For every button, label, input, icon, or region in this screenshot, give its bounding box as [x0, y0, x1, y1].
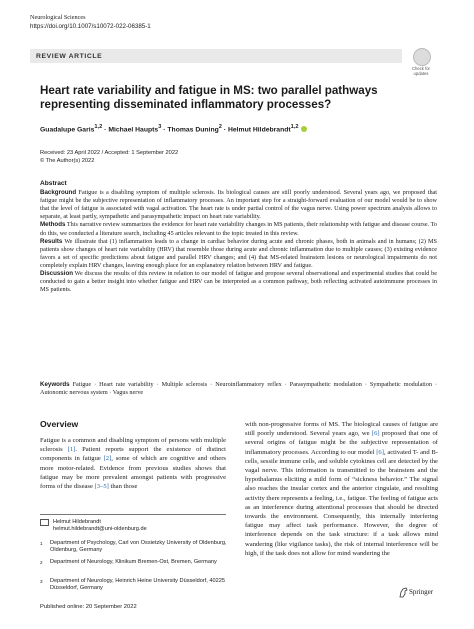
journal-header: [30, 14, 151, 31]
correspondence-email[interactable]: helmut.hildebrandt@uni-oldenburg.de: [53, 526, 147, 532]
body-text-run: proposed that one of several origins of fatigue might be the subjective representation of inflammatory processes. According to our model: [245, 430, 438, 456]
body-text-right: [245, 420, 438, 558]
author[interactable]: Guadalupe Garis: [40, 126, 95, 134]
copyright: © The Author(s) 2022: [40, 158, 95, 164]
author[interactable]: Michael Haupts: [108, 126, 159, 134]
citation-link[interactable]: [2]: [103, 455, 112, 463]
article-type-label: REVIEW ARTICLE: [36, 52, 103, 60]
affiliation: 3 Department of Neurology, Heinrich Heine University Düsseldorf, 40225 Düsseldorf, Germany: [40, 578, 225, 591]
abstract-methods: Methods This narrative review summarizes the evidence for heart rate variability changes in MS patients, their relationship with fatigue and disease course. To do this, we conducted a literature search, including 45 articles relevant to the topic treated in this review.: [40, 221, 438, 237]
section-heading-overview: Overview: [40, 419, 79, 429]
orcid-icon[interactable]: [301, 126, 307, 132]
footnote-divider: [40, 514, 226, 515]
received-accepted: Received: 23 April 2022 / Accepted: 1 September 2022: [40, 150, 179, 156]
correspondence: [40, 519, 226, 535]
author-list: Guadalupe Garis$^{1,2}$ · Michael Haupts$^3$ · Thomas Duning$^2$ · Helmut Hildebrandt$^{1,2}$: [40, 124, 420, 133]
doi-link[interactable]: https://doi.org/10.1007/s10072-022-06385-1: [30, 22, 151, 30]
citation-link[interactable]: [3–5]: [94, 483, 109, 491]
affiliation: 2 Department of Neurology, Klinikum Bremen-Ost, Bremen, Germany: [40, 559, 217, 565]
publisher-name: Springer: [409, 588, 434, 596]
abstract-background: Background Fatigue is a disabling symptom of multiple sclerosis. Its biological causes are still poorly understood. Several years ago, we proposed that fatigue might be the subjective representation of inflammatory processes. An important step for a straight-forward evaluation of our model would be to show that the level of fatigue is associated with vagal activation. The heart rate is under partial control of the vagus nerve. Using power spectrum analysis allows to separate, at least partly, sympathetic and parasympathetic impact on heart rate variability.: [40, 189, 438, 221]
published-online: Published online: 20 September 2022: [40, 604, 137, 610]
correspondence-name: Helmut Hildebrandt: [53, 519, 101, 525]
body-text-run: . Patient reports support the existence of distinct components in fatigue: [40, 446, 226, 463]
affiliation: 1 Department of Psychology, Carl von Ossietzky University of Oldenburg, Oldenburg, Germany: [40, 540, 227, 553]
body-text-run: than those: [108, 483, 138, 491]
journal-name: Neurological Sciences: [30, 14, 86, 21]
body-text-run: Fatigue is a common and disabling symptom of persons with multiple sclerosis: [40, 437, 226, 454]
body-text-left: [40, 436, 226, 491]
abstract-heading: Abstract: [40, 180, 67, 187]
keywords: Keywords Fatigue · Heart rate variability · Multiple sclerosis · Neuroinflammatory reflex · Parasympathetic modulation · Sympathetic modulation · Autonomic nervous system · Vagus nerve: [40, 381, 437, 397]
citation-link[interactable]: [6]: [376, 448, 384, 456]
check-for-updates-badge[interactable]: [410, 48, 432, 78]
body-text-run: with non-progressive forms of MS. The biological causes of fatigue are still poorly understood. Several years ago, we: [245, 421, 438, 438]
author[interactable]: Helmut Hildebrandt: [227, 126, 291, 134]
body-text-run: , activated T- and B-cells, sessile immune cells, and soluble cytokines cell are detected by the vagal nerve. This information is transmitted to the brainstem and the hypothalamus eliciting a mild form of “sickness behavior.” The signal also reaches the insular cortex and the anterior cingulate, and resulting activity there represents a feeling, i.e., fatigue. The feeling of fatigue acts as an interference during attentional processes that should be directed towards the environment. Consequently, this internally interfering fatigue may affect task performance. However, the degree of interference depends on the task structure: if a task allows mind wandering (like vigilance tasks), the risk of internal interference will be high, if the task does not allow for mind wandering the: [245, 448, 439, 557]
abstract-discussion: Discussion We discuss the results of this review in relation to our model of fatigue and propose several observational and experimental studies that could be conducted to gain a better insight into whether fatigue and HRV can be interpreted as a common pathway, both reflecting activated autoimmune processes in MS patients.: [40, 270, 438, 294]
badge-text: Check for updates: [412, 66, 430, 76]
abstract-results: Results We illustrate that (1) inflammation leads to a change in cardiac behavior during acute and chronic phases, both in animals and in humans; (2) MS patients show changes of heart rate variability (HRV) that resemble those during acute and chronic inflammation due to multiple causes; (3) existing evidence favors a set of specific predictions about fatigue and parallel HRV changes; and (4) that MS-related brainstem lesions or neurological impairments do not completely explain HRV changes, leaving enough place for an explanatory relation between HRV and fatigue.: [40, 237, 437, 269]
body-text-run: , some of which are cognitive and others more motor-related. Evidence from previous studies shows that fatigue may be more prevalent amongst patients with progressive forms of the disease: [40, 455, 226, 491]
envelope-icon: [40, 519, 49, 526]
article-title: Heart rate variability and fatigue in MS: two parallel pathways representing disseminated inflammatory processes?: [40, 84, 378, 111]
author[interactable]: Thomas Duning: [167, 126, 219, 134]
crossmark-icon: [413, 48, 431, 66]
springer-horse-icon: [399, 587, 408, 598]
springer-logo: [399, 587, 451, 599]
citation-link[interactable]: [6]: [371, 430, 380, 438]
abstract: [40, 180, 437, 294]
article-dates: [40, 149, 178, 165]
citation-link[interactable]: [1]: [67, 446, 76, 454]
